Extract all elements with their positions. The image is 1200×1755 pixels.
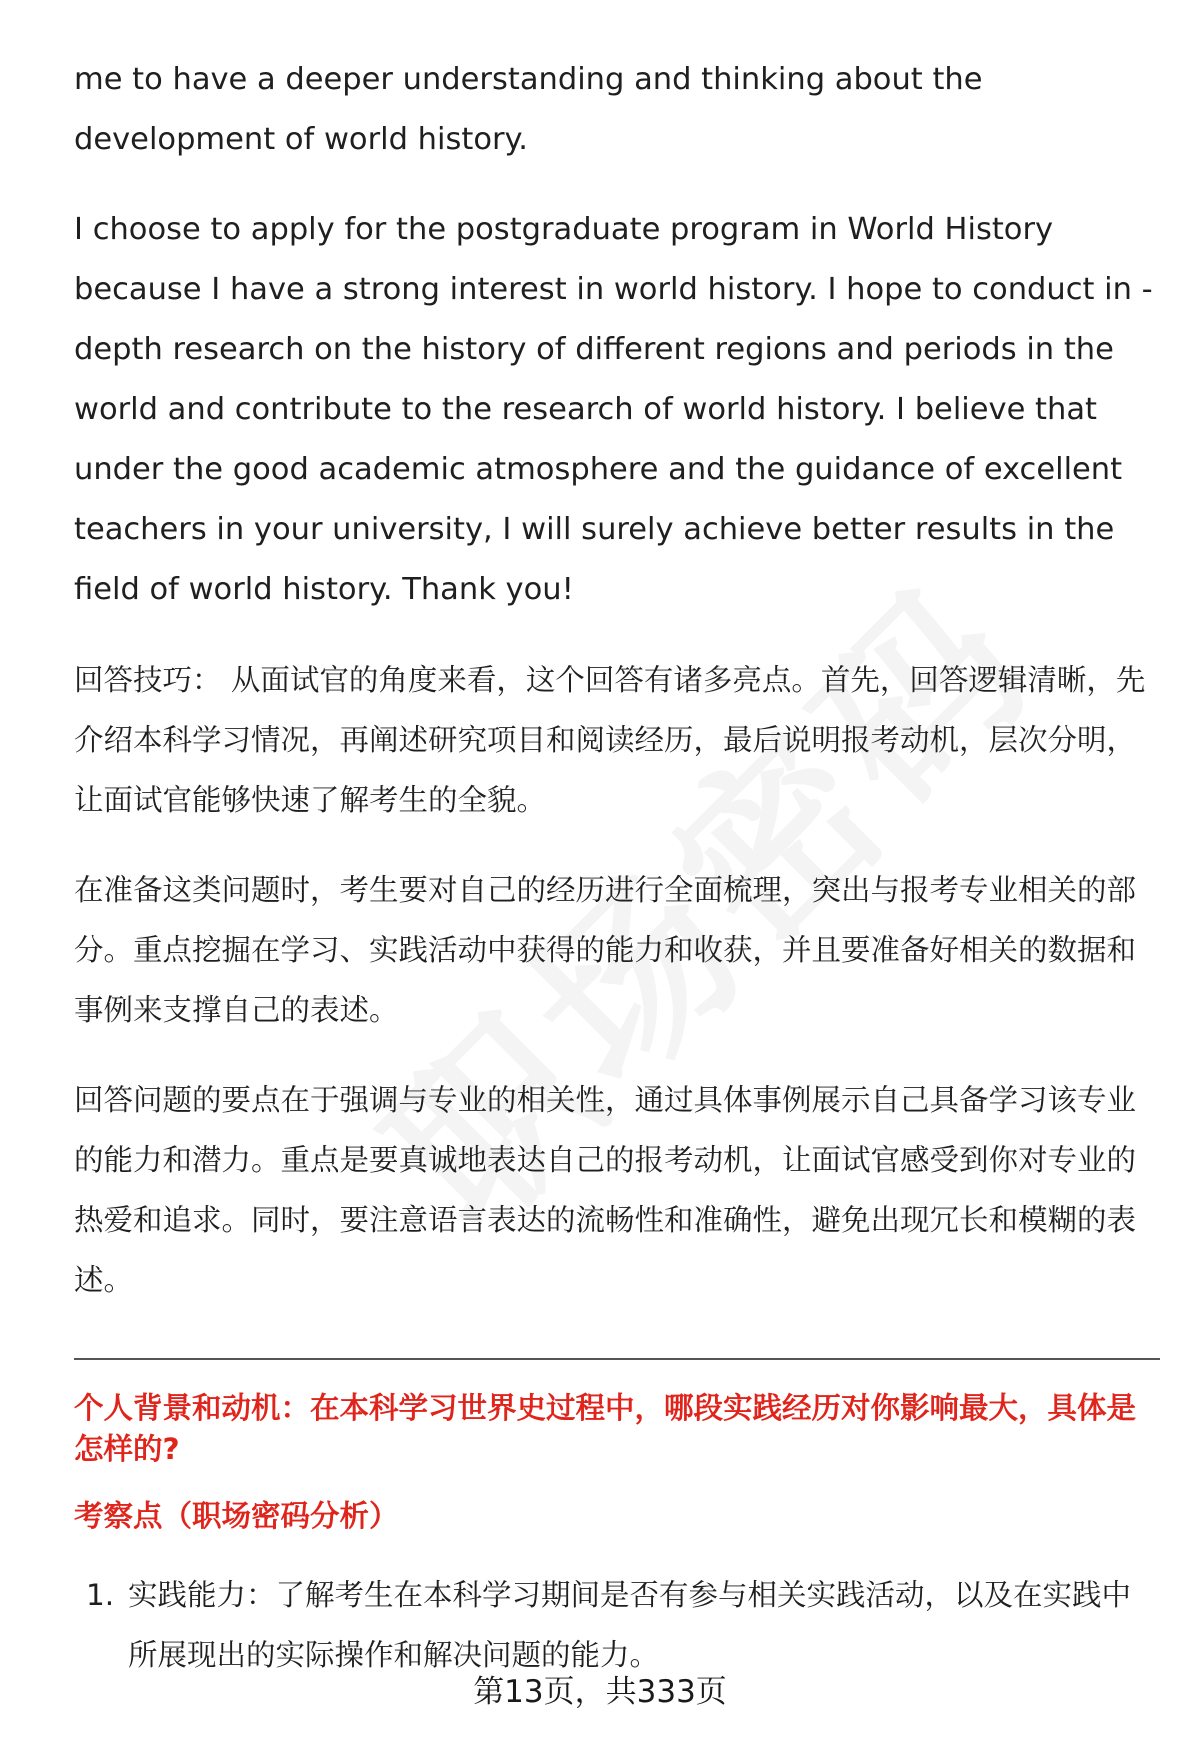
list-item-number: 1. bbox=[86, 1578, 115, 1612]
paragraph-answer-tips: 回答技巧： 从面试官的角度来看，这个回答有诸多亮点。首先，回答逻辑清晰，先介绍本科学习情况，再阐述研究项目和阅读经历，最后说明报考动机，层次分明，让面试官能够快速了解考生的全貌。 bbox=[74, 663, 1146, 817]
list-item-text: 实践能力：了解考生在本科学习期间是否有参与相关实践活动，以及在实践中所展现出的实际操作和解决问题的能力。 bbox=[128, 1578, 1132, 1672]
document-page bbox=[74, 50, 1160, 1685]
paragraph-key-points: 回答问题的要点在于强调与专业的相关性，通过具体事例展示自己具备学习该专业的能力和潜力。重点是要真诚地表达自己的报考动机，让面试官感受到你对专业的热爱和追求。同时，要注意语言表达的流畅性和准确性，避免出现冗长和模糊的表述。 bbox=[74, 1083, 1137, 1297]
question-heading: 个人背景和动机：在本科学习世界史过程中，哪段实践经历对你影响最大，具体是怎样的? bbox=[74, 1391, 1137, 1466]
paragraph-en-2: I choose to apply for the postgraduate program in World History because I have a strong interest in world history. I hope to conduct in - depth research on the history of different regions and periods in the world and contribute to the research of world history. I believe that under the good academic atmosphere and the guidance of excellent teachers in your university, I will surely achieve better results in the field of world history. Thank you! bbox=[74, 212, 1153, 607]
paragraph-en-1: me to have a deeper understanding and thinking about the development of world history. bbox=[74, 62, 983, 157]
paragraph-preparation: 在准备这类问题时，考生要对自己的经历进行全面梳理，突出与报考专业相关的部分。重点挖掘在学习、实践活动中获得的能力和收获，并且要准备好相关的数据和事例来支撑自己的表述。 bbox=[74, 873, 1137, 1027]
section-divider bbox=[74, 1358, 1160, 1360]
section-title: 考察点（职场密码分析） bbox=[74, 1499, 399, 1533]
list-item bbox=[74, 1565, 1160, 1685]
page-footer: 第13页，共333页 bbox=[473, 1674, 727, 1710]
evaluation-point-list bbox=[74, 1565, 1160, 1685]
